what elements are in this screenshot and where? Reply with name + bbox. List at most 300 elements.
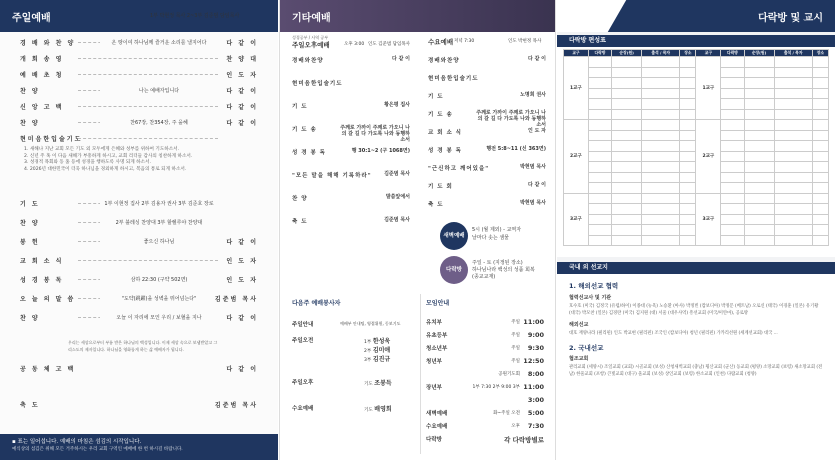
- order-item: 봉 헌: [20, 238, 40, 246]
- volunteer-row: [292, 404, 414, 412]
- other-worship-header: [280, 0, 555, 32]
- roster-cell: [612, 193, 642, 204]
- order-row: [0, 273, 278, 285]
- roster-cell: [812, 141, 828, 152]
- roster-cell: [812, 183, 828, 194]
- order-row: [0, 292, 278, 304]
- order-item: 경배와찬양: [428, 58, 460, 64]
- meeting-day: 화~주일 오전: [493, 411, 520, 416]
- meeting-name: 수요예배: [426, 424, 448, 430]
- roster-cell: [744, 193, 774, 204]
- roster-cell: [588, 151, 611, 162]
- meeting-time: 11:00: [523, 318, 544, 326]
- order-item: 축 도: [428, 202, 444, 208]
- roster-cell: 1교구: [696, 57, 721, 120]
- wednesday-time: 저녁 7:30: [454, 39, 475, 44]
- roster-cell: [721, 225, 744, 236]
- meeting-name: 유치부: [426, 320, 442, 326]
- roster-cell: [612, 214, 642, 225]
- order-row: [0, 116, 278, 128]
- order-item: 기 도: [20, 200, 40, 208]
- volunteer-name: 김진규: [372, 356, 391, 363]
- roster-cell: [812, 67, 828, 78]
- roster-cell: [721, 162, 744, 173]
- roster-cell: [680, 193, 696, 204]
- order-row: [292, 79, 410, 91]
- roster-cell: 2교구: [696, 120, 721, 194]
- roster-cell: [812, 78, 828, 89]
- dotted-leader: [78, 138, 218, 139]
- roster-cell: [812, 235, 828, 246]
- order-row: [0, 132, 278, 144]
- roster-cell: [812, 120, 828, 131]
- roster-cell: [680, 141, 696, 152]
- order-item: 오 늘 의 말 씀: [20, 295, 76, 303]
- roster-cell: [774, 141, 812, 152]
- roster-cell: [680, 172, 696, 183]
- meeting-name: 장년부: [426, 385, 442, 391]
- roster-cell: [774, 88, 812, 99]
- roster-cell: [680, 109, 696, 120]
- roster-cell: [812, 214, 828, 225]
- order-leader: 다 같 이: [226, 238, 258, 246]
- order-leader: 다 같 이: [528, 56, 546, 62]
- roster-cell: [744, 214, 774, 225]
- roster-cell: [612, 109, 642, 120]
- order-item: 기 도: [428, 94, 444, 100]
- roster-cell: [744, 57, 774, 68]
- roster-header: 장소: [812, 50, 828, 57]
- roster-cell: [774, 193, 812, 204]
- roster-cell: [680, 225, 696, 236]
- roster-cell: [812, 57, 828, 68]
- roster-cell: [588, 88, 611, 99]
- roster-cell: [680, 183, 696, 194]
- order-item: "모든 말을 해해 기록하라": [292, 173, 372, 179]
- order-leader: 박현범 목사: [520, 164, 546, 170]
- order-leader: 인 도 자: [528, 128, 546, 134]
- roster-cell: [721, 57, 744, 68]
- roster-cell: [721, 183, 744, 194]
- afternoon-time: 오후 3:00: [344, 42, 365, 47]
- meeting-day: 주일: [511, 333, 520, 338]
- roster-cell: [680, 214, 696, 225]
- order-leader: 다 같 이: [226, 314, 258, 322]
- dotted-leader: [78, 58, 218, 59]
- roster-cell: [774, 78, 812, 89]
- order-detail: 삼하 22:30 (구약 502면): [100, 276, 218, 283]
- dotted-leader: [78, 260, 218, 261]
- roster-cell: [774, 99, 812, 110]
- roster-cell: [721, 99, 744, 110]
- dotted-leader: [78, 74, 218, 75]
- roster-cell: [744, 88, 774, 99]
- roster-cell: [812, 99, 828, 110]
- order-detail: 온 땅이여 하나님께 즐거운 소리를 낼지어다: [100, 39, 218, 46]
- order-row: [0, 84, 278, 96]
- wednesday-leader: 인도 박현정 목사: [508, 39, 542, 44]
- roster-cell: [680, 130, 696, 141]
- roster-cell: [812, 204, 828, 215]
- roster-cell: [744, 172, 774, 183]
- order-row: [292, 171, 410, 183]
- roster-cell: [774, 130, 812, 141]
- order-item: 예 배 초 청: [20, 71, 64, 79]
- roster-cell: [744, 99, 774, 110]
- order-row: [292, 102, 410, 114]
- meeting-row: [426, 383, 544, 394]
- table-row: [564, 120, 829, 131]
- prayer-topic: 4. 2026년 대한민국이 더욱 하나님을 경외하게 하시고, 복음의 통로 되게 하소서.: [24, 166, 187, 172]
- roster-cell: [642, 235, 680, 246]
- afternoon-title: 주일오후예배: [292, 41, 330, 49]
- roster-cell: [612, 172, 642, 183]
- roster-cell: [588, 214, 611, 225]
- roster-cell: [612, 130, 642, 141]
- order-leader: 다 같 이: [226, 119, 258, 127]
- prayer-topic: 3. 성경적 목회와 동 홈 등에 성경을 행하도록 사명 되게 하소서.: [24, 160, 151, 165]
- order-item: 찬 양: [20, 87, 40, 95]
- volunteer-service: 주일안내: [292, 322, 314, 328]
- order-leader: 김준범 목사: [384, 217, 410, 223]
- order-detail: 나는 예배자입니다: [100, 87, 218, 94]
- mission-title: 국내 외 선교지: [557, 262, 835, 274]
- order-row: [0, 216, 278, 228]
- order-row: [428, 128, 546, 140]
- dawn-badge: 새벽예배: [440, 222, 468, 250]
- roster-cell: [612, 141, 642, 152]
- roster-cell: [588, 130, 611, 141]
- order-leader: 다 같 이: [226, 39, 258, 47]
- dawn-text-2: 날마다 솟는 샘물: [472, 235, 509, 241]
- order-row: [0, 36, 278, 48]
- roster-cell: 2교구: [564, 120, 589, 194]
- roster-cell: [680, 151, 696, 162]
- roster-cell: [812, 130, 828, 141]
- volunteer-part: 1부: [364, 340, 372, 345]
- daran-text-2: 하나님나라 백성의 성품 회복: [472, 267, 535, 273]
- order-detail: 좋으신 하나님: [100, 238, 218, 245]
- meeting-row: [426, 422, 544, 433]
- roster-cell: [744, 235, 774, 246]
- roster-cell: [774, 57, 812, 68]
- partner-list: 호수호 (미국) 김정국 (유럽/하이) 이종대 (뉴욕) 노승환 (아사) 박정빈 (캄보디아) 박정문 (베트남) 오로신 (태국) 이경훈 (일본) 유기황 (대국) 박모찬 (일본) 김경란 (미국) 김지원 (대) 서울 (대우사역) 흥선교회 (미국/미얀마), 공로방: [569, 304, 819, 316]
- roster-cell: [612, 183, 642, 194]
- order-row: [0, 235, 278, 247]
- roster-cell: [612, 235, 642, 246]
- overseas-heading: 1. 해외선교 협력: [569, 282, 619, 290]
- meeting-day: 1부 7:30 2부 9:00 3부: [472, 385, 520, 390]
- domestic-heading: 2. 국내선교: [569, 344, 604, 352]
- order-item: "근신하고 깨어있을": [428, 166, 490, 172]
- roster-cell: [774, 172, 812, 183]
- roster-cell: [642, 141, 680, 152]
- benediction-label: 축 도: [20, 401, 40, 409]
- roster-header: 순장(원): [744, 50, 774, 57]
- order-leader: 인 도 자: [226, 257, 258, 265]
- order-leader: 다 같 이: [226, 103, 258, 111]
- roster-cell: [588, 78, 611, 89]
- volunteer-row: [292, 378, 414, 386]
- order-row: [0, 254, 278, 266]
- order-leader: 행전 5:8~11 (신 363면): [486, 146, 546, 152]
- roster-cell: [680, 162, 696, 173]
- roster-cell: [721, 193, 744, 204]
- meeting-row: [426, 344, 544, 355]
- roster-cell: [774, 151, 812, 162]
- roster-cell: [642, 57, 680, 68]
- order-leader: 박현범 목사: [520, 200, 546, 206]
- meeting-row: [426, 409, 544, 420]
- order-row: [0, 52, 278, 64]
- order-item: 경 배 와 찬 양: [20, 39, 76, 47]
- roster-header: 교구: [564, 50, 589, 57]
- table-row: [564, 57, 829, 68]
- roster-cell: 1교구: [564, 57, 589, 120]
- roster-cell: [588, 141, 611, 152]
- daran-badge: 다락방: [440, 256, 468, 284]
- roster-cell: [721, 151, 744, 162]
- roster-cell: [642, 120, 680, 131]
- volunteer-part: 3부: [364, 358, 372, 363]
- order-item: 성 경 봉 독: [20, 276, 64, 284]
- order-row: [0, 311, 278, 323]
- meeting-row: [426, 435, 544, 446]
- meeting-time: 9:30: [527, 344, 544, 352]
- order-item: 현미음한입술기도: [292, 81, 343, 87]
- roster-cell: [588, 172, 611, 183]
- roster-cell: [588, 109, 611, 120]
- order-item: 찬 양: [292, 196, 308, 202]
- volunteer-service: 수요예배: [292, 406, 314, 412]
- volunteer-part: 기도: [364, 382, 373, 387]
- roster-cell: [774, 120, 812, 131]
- meeting-row: [426, 370, 544, 381]
- roster-cell: [642, 214, 680, 225]
- volunteer-name: 배영희: [374, 406, 392, 413]
- roster-cell: [774, 214, 812, 225]
- roster-cell: 3교구: [696, 193, 721, 246]
- order-item: 현미음한입술기도: [428, 76, 479, 82]
- mission-box: [557, 262, 835, 460]
- roster-cell: [612, 162, 642, 173]
- roster-cell: [642, 78, 680, 89]
- roster-cell: [642, 67, 680, 78]
- roster-cell: [680, 57, 696, 68]
- roster-cell: [721, 78, 744, 89]
- order-item: 축 도: [292, 219, 308, 225]
- roster-cell: [744, 183, 774, 194]
- meeting-row: [426, 396, 544, 407]
- volunteer-name: 조봉득: [374, 380, 392, 387]
- order-row: [292, 217, 410, 229]
- order-leader: 다 같 이: [226, 87, 258, 95]
- roster-cell: [774, 109, 812, 120]
- order-item: 성 경 봉 독: [292, 150, 326, 156]
- roster-cell: [744, 120, 774, 131]
- order-item: 기 도: [292, 104, 308, 110]
- roster-header: 출석 / 목자: [774, 50, 812, 57]
- dotted-leader: [78, 106, 218, 107]
- roster-cell: [812, 151, 828, 162]
- prayer-topic: 1. 새해나 지난 교회 모든 기도 외 모두에게 은혜와 성부를 위하여 기도하소서.: [24, 147, 180, 152]
- meeting-day: 주일: [511, 346, 520, 351]
- meeting-row: [426, 318, 544, 329]
- volunteer-service: 주일오후: [292, 380, 314, 386]
- roster-cell: [721, 130, 744, 141]
- dawn-text-1: 5시 (월 제외) - 교역자: [472, 227, 522, 233]
- roster-cell: [612, 120, 642, 131]
- roster-cell: [588, 67, 611, 78]
- roster-cell: [642, 88, 680, 99]
- overseas-list: 대호 재양나라 (필리핀) 인도 박교현 (필리핀) 조국인 (캄보디아) 청년 (필리핀) 가카리선원 (세계선교회) 대국 ...: [569, 331, 778, 336]
- meeting-time: 9:00: [527, 331, 544, 339]
- roster-cell: [642, 130, 680, 141]
- order-row: [292, 56, 410, 68]
- roster-cell: [812, 162, 828, 173]
- roster-cell: [744, 151, 774, 162]
- roster-cell: [680, 204, 696, 215]
- order-row: [428, 74, 546, 86]
- partner-heading: 협력선교사 및 기관: [569, 295, 612, 301]
- sunday-worship-column: [0, 0, 278, 460]
- roster-cell: [642, 99, 680, 110]
- roster-cell: [744, 109, 774, 120]
- order-detail: 1부 이현정 집사 2부 김용자 권사 3부 김준호 장로: [100, 200, 218, 207]
- meeting-title: 모임안내: [426, 300, 450, 307]
- meeting-name: 새벽예배: [426, 411, 448, 417]
- volunteer-row: [292, 320, 414, 328]
- order-leader: 주께로 가까이 주께로 가오니 나의 갈 길 다 가도록 나와 동행하소서: [476, 110, 546, 128]
- cell-group-header: [557, 0, 835, 32]
- roster-cell: [774, 183, 812, 194]
- order-item: 찬 양: [20, 119, 40, 127]
- order-row: [428, 200, 546, 212]
- roster-cell: [744, 162, 774, 173]
- roster-cell: [721, 67, 744, 78]
- roster-cell: [588, 235, 611, 246]
- order-leader: 김준범 목사: [384, 171, 410, 177]
- order-item: 기 도 회: [428, 184, 453, 190]
- roster-header: 다락방: [588, 50, 611, 57]
- roster-cell: [744, 130, 774, 141]
- order-leader: 행 30:1~2 (구 1068면): [351, 148, 410, 154]
- roster-cell: [774, 235, 812, 246]
- roster-header: 장소: [680, 50, 696, 57]
- volunteer-team: 예배부 안내팀, 영접위원, 동보기도: [340, 321, 401, 326]
- order-item: 기 도 송: [292, 127, 317, 133]
- footer-note: [0, 434, 278, 460]
- order-row: [428, 110, 546, 128]
- roster-cell: [774, 204, 812, 215]
- volunteer-part: 기도: [364, 408, 373, 413]
- order-row: [428, 56, 546, 68]
- prayer-topics: [24, 147, 264, 173]
- meeting-time: 11:00: [523, 383, 544, 391]
- roster-title: 다락방 편성표: [557, 35, 835, 47]
- roster-cell: [642, 183, 680, 194]
- roster-box: [557, 35, 835, 257]
- roster-cell: [680, 120, 696, 131]
- daran-text-1: 주일 - 토 (지정된 장소): [472, 260, 523, 266]
- roster-cell: [588, 57, 611, 68]
- confession-text: 우리는 세상으로부터 부름 받은 하나님의 백성입니다. 이제 세상 속으로 보냄받았고 그리스도의 제자입니다. 하나님을 영화롭게 하는 삶 예배자가 됩니다.: [68, 340, 218, 352]
- volunteer-service: 주일오전: [292, 338, 314, 344]
- order-leader: 찬 양 대: [226, 55, 258, 63]
- order-row: [0, 68, 278, 80]
- meeting-name: 다락방: [426, 437, 442, 443]
- meeting-time: 7:30: [527, 422, 544, 430]
- order-item: 찬 양: [20, 219, 40, 227]
- order-item: 현미음한입술기도: [20, 135, 83, 143]
- roster-cell: [680, 235, 696, 246]
- footer-line-1: ▪ 표는 일어섭니다. 예배의 마침은 섬김의 시작입니다.: [12, 439, 142, 445]
- order-item: 개 회 송 영: [20, 55, 64, 63]
- roster-cell: [721, 204, 744, 215]
- volunteer-name: 한성욱: [372, 338, 391, 345]
- meeting-row: [426, 357, 544, 368]
- roster-cell: [680, 67, 696, 78]
- order-row: [292, 194, 410, 206]
- order-leader: 다 같 이: [528, 182, 546, 188]
- benediction-row: [0, 398, 278, 410]
- roster-cell: [588, 99, 611, 110]
- roster-cell: [612, 225, 642, 236]
- daran-text-3: (종교교재): [472, 274, 496, 280]
- roster-header: 출석 / 목자: [642, 50, 680, 57]
- order-leader: 김준범 목사: [214, 295, 258, 303]
- roster-cell: [721, 109, 744, 120]
- roster-cell: [612, 67, 642, 78]
- meeting-time: 12:50: [523, 357, 544, 365]
- roster-cell: [774, 225, 812, 236]
- roster-cell: [744, 204, 774, 215]
- roster-cell: [612, 99, 642, 110]
- roster-cell: [774, 162, 812, 173]
- order-row: [292, 125, 410, 143]
- roster-cell: [588, 225, 611, 236]
- order-detail: 찬67장, 찬354장, 주 을혜: [100, 119, 218, 126]
- order-detail: 오늘 이 자리에 모인 우리 / 보혈을 지나: [100, 314, 218, 321]
- confession-leader: 다 같 이: [226, 365, 258, 373]
- meeting-time: 5:00: [527, 409, 544, 417]
- order-row: [0, 100, 278, 112]
- order-detail: 2부 블레싱 찬양대 3부 할렐루야 찬양대: [100, 219, 218, 226]
- roster-cell: [612, 151, 642, 162]
- roster-cell: [612, 88, 642, 99]
- meeting-name: 청소년부: [426, 346, 448, 352]
- roster-cell: [642, 172, 680, 183]
- roster-cell: [612, 57, 642, 68]
- order-item: 신 앙 고 백: [20, 103, 64, 111]
- order-item: 성 경 봉 독: [428, 148, 462, 154]
- cell-group-title: 다락방 및 교시: [758, 13, 823, 24]
- roster-cell: [588, 193, 611, 204]
- roster-cell: [721, 88, 744, 99]
- order-row: [428, 146, 546, 158]
- meeting-row: [426, 331, 544, 342]
- meeting-name: 유초등부: [426, 333, 448, 339]
- sunday-worship-title: 주일예배: [12, 13, 51, 24]
- order-leader: 다 같 이: [392, 56, 410, 62]
- roster-cell: [642, 225, 680, 236]
- overseas-sub-heading: 해외선교: [569, 322, 589, 328]
- order-item: 교 회 소 식: [428, 130, 462, 136]
- wednesday-title: 수요예배: [428, 38, 454, 46]
- bible-study-note: 성경공부 / 사역 공부: [292, 35, 329, 40]
- roster-cell: [812, 88, 828, 99]
- meeting-time: 3:00: [527, 396, 544, 404]
